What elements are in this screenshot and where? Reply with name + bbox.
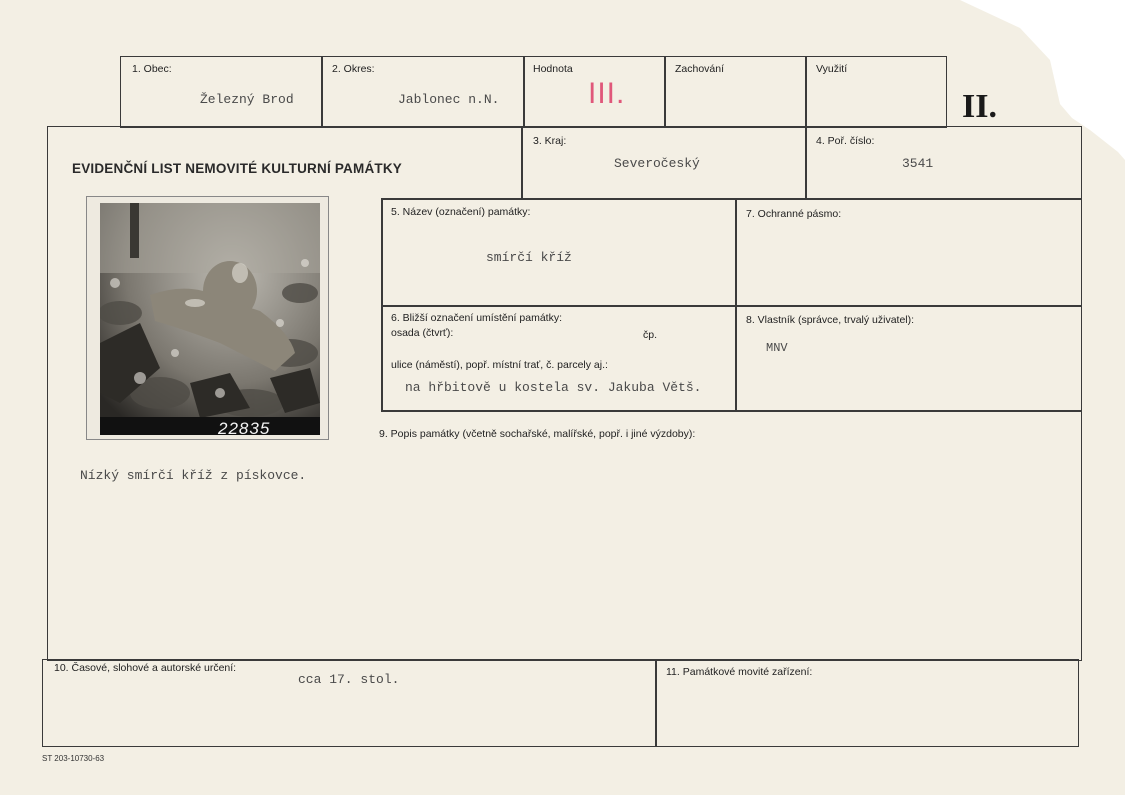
form-title: EVIDENČNÍ LIST NEMOVITÉ KULTURNÍ PAMÁTKY bbox=[72, 161, 403, 176]
ochranne-pasmo-label: 7. Ochranné pásmo: bbox=[746, 208, 842, 220]
divider bbox=[381, 305, 1082, 307]
hodnota-label: Hodnota bbox=[533, 63, 573, 75]
handwritten-mark: II. bbox=[962, 88, 997, 125]
popis-value: Nízký smírčí kříž z pískovce. bbox=[80, 468, 307, 483]
por-cislo-label: 4. Poř. číslo: bbox=[816, 135, 875, 147]
divider bbox=[521, 126, 523, 198]
okres-label: 2. Okres: bbox=[332, 63, 375, 75]
divider bbox=[805, 126, 807, 198]
divider bbox=[381, 198, 1082, 200]
por-cislo-value: 3541 bbox=[902, 156, 934, 171]
umisteni-value: na hřbitově u kostela sv. Jakuba Větš. bbox=[405, 380, 702, 395]
kraj-label: 3. Kraj: bbox=[533, 135, 567, 147]
movite-label: 11. Památkové movité zařízení: bbox=[666, 666, 813, 678]
photo-image bbox=[100, 203, 320, 435]
osada-label: osada (čtvrť): bbox=[391, 327, 454, 339]
okres-value: Jablonec n.N. bbox=[398, 92, 500, 107]
kraj-value: Severočeský bbox=[614, 156, 700, 171]
urceni-value: cca 17. stol. bbox=[298, 672, 400, 687]
popis-label: 9. Popis památky (včetně sochařské, malířské, popř. i jiné výzdoby): bbox=[379, 428, 696, 440]
divider bbox=[381, 410, 1082, 412]
monument-photo bbox=[100, 203, 320, 435]
zachovani-label: Zachování bbox=[675, 63, 725, 75]
vlastnik-label: 8. Vlastník (správce, trvalý uživatel): bbox=[746, 314, 915, 326]
footer-code: ST 203-10730-63 bbox=[42, 754, 105, 763]
vlastnik-value: MNV bbox=[766, 341, 788, 355]
urceni-label: 10. Časové, slohové a autorské určení: bbox=[54, 662, 237, 674]
umisteni-label: 6. Bližší označení umístění památky: bbox=[391, 312, 562, 324]
nazev-label: 5. Název (označení) památky: bbox=[391, 206, 531, 218]
nazev-value: smírčí kříž bbox=[486, 250, 572, 265]
obec-label: 1. Obec: bbox=[132, 63, 172, 75]
ulice-label: ulice (náměstí), popř. místní trať, č. parcely aj.: bbox=[391, 359, 608, 371]
photo-number: 22835 bbox=[218, 419, 271, 438]
hodnota-stamp: III. bbox=[588, 77, 626, 110]
vyuziti-label: Využití bbox=[816, 63, 848, 75]
cp-label: čp. bbox=[643, 329, 658, 341]
obec-value: Železný Brod bbox=[200, 92, 294, 107]
